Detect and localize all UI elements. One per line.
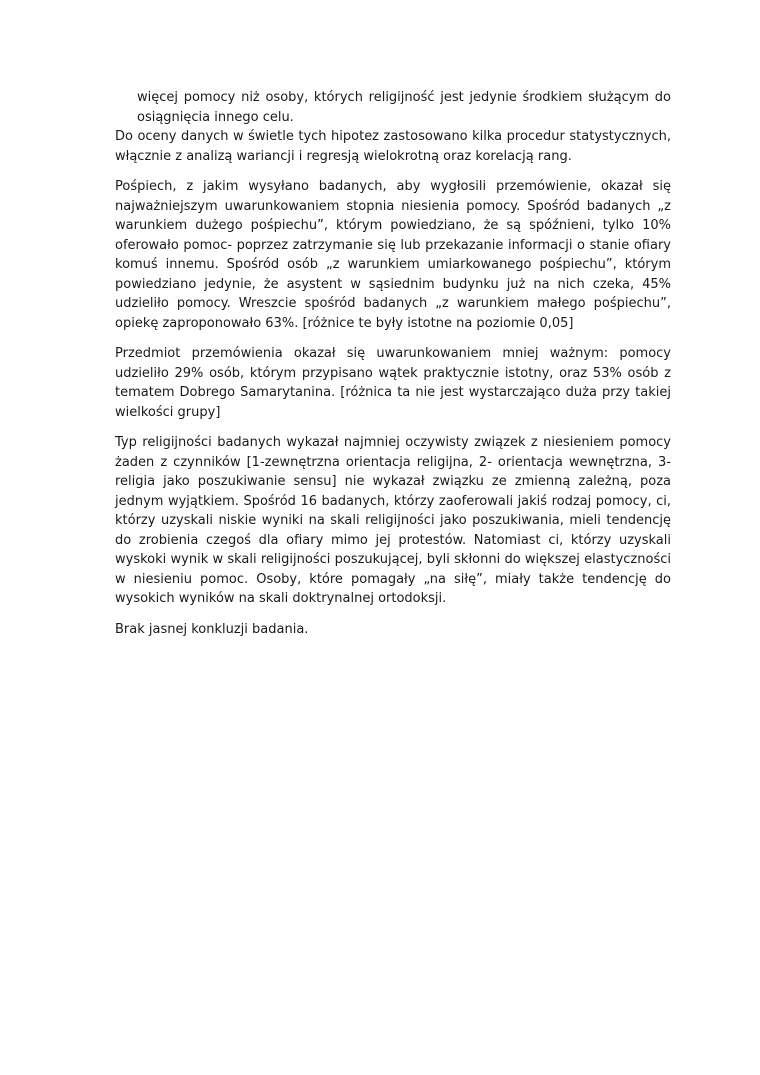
paragraph-haste-results: Pośpiech, z jakim wysyłano badanych, aby wygłosili przemówienie, okazał się najważniejszym uwarunkowaniem stopnia niesienia pomocy. Spośród badanych „z warunkiem dużego pośpiechu”, którym powiedziano, że są spóźnieni, tylko 10% oferowało pomoc- poprzez zatrzymanie się lub przekazanie informacji o stanie ofiary komuś innemu. Spośród osób „z warunkiem umiarkowanego pośpiechu”, którym powiedziano jedynie, że asystent w sąsiednim budynku już na nich czeka, 45% udzieliło pomocy. Wreszcie spośród badanych „z warunkiem małego pośpiechu”, opiekę zaproponowało 63%. [różnice te były istotne na poziomie 0,05] [115,179,671,331]
paragraph-speech-topic: Przedmiot przemówienia okazał się uwarunkowaniem mniej ważnym: pomocy udzieliło 29% osób, którym przypisano wątek praktycznie istotny, oraz 53% osób z tematem Dobrego Samarytanina. [różnica ta nie jest wystarczająco duża przy takiej wielkości grupy] [115,346,671,420]
document-content [115,88,671,639]
paragraph-conclusion: Brak jasnej konkluzji badania. [115,621,309,637]
paragraph-continued-fragment: więcej pomocy niż osoby, których religijność jest jedynie środkiem służącym do osiągnięcia innego celu. [137,90,671,125]
paragraph-religiosity-type: Typ religijności badanych wykazał najmniej oczywisty związek z niesieniem pomocy żaden z czynników [1-zewnętrzna orientacja religijna, 2- orientacja wewnętrzna, 3- religia jako poszukiwanie sensu] nie wykazał związku ze zmienną zależną, poza jednym wyjątkiem. Spośród 16 badanych, którzy zaoferowali jakiś rodzaj pomocy, ci, którzy uzyskali niskie wyniki na skali religijności jako poszukiwania, mieli tendencję do zrobienia czegoś dla ofiary mimo jej protestów. Natomiast ci, którzy uzyskali wyskoki wynik w skali religijności poszukującej, byli skłonni do większej elastyczności w niesieniu pomoc. Osoby, które pomagały „na siłę”, miały także tendencję do wysokich wyników na skali doktrynalnej ortodoksji. [115,435,671,606]
paragraph-methods: Do oceny danych w świetle tych hipotez zastosowano kilka procedur statystycznych, włącznie z analizą wariancji i regresją wielokrotną oraz korelacją rang. [115,129,671,164]
